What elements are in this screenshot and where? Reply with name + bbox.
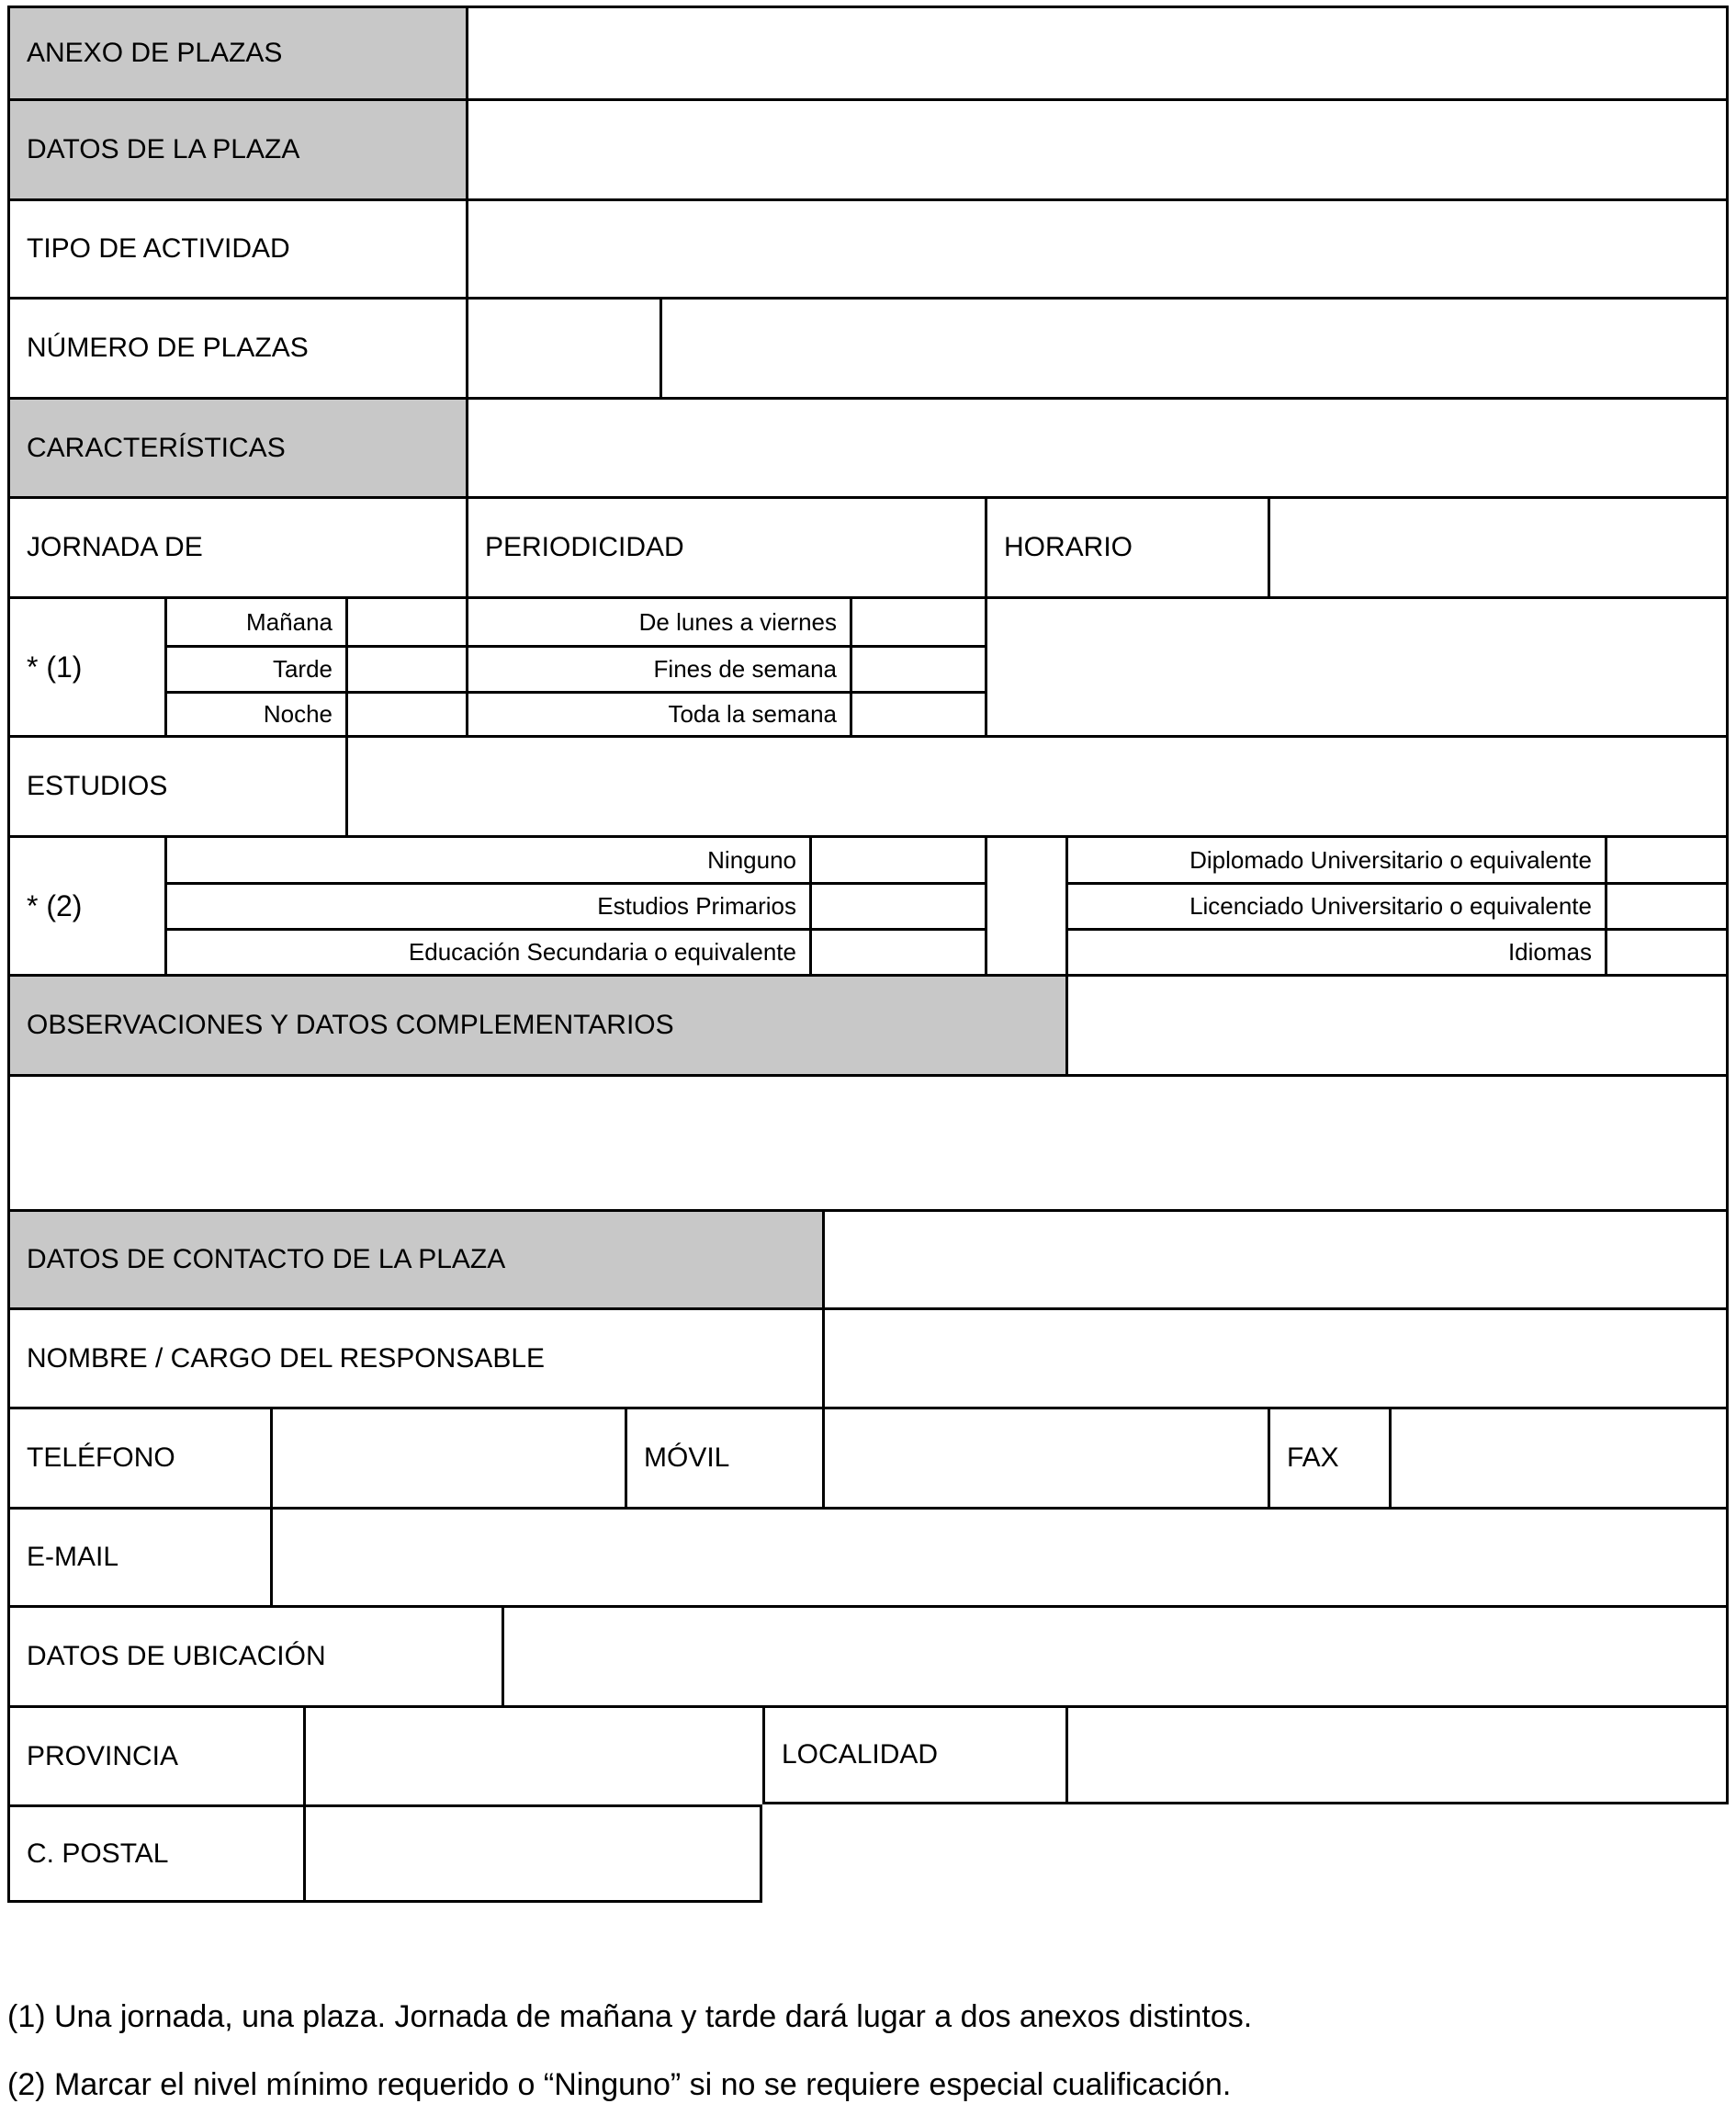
section-header-observaciones: OBSERVACIONES Y DATOS COMPLEMENTARIOS (7, 974, 1065, 1074)
checkbox-periodicidad-toda-semana[interactable] (850, 691, 985, 735)
label-estudios-licenciado: Licenciado Universitario o equivalente (1065, 882, 1605, 928)
label-periodicidad-toda-semana: Toda la semana (466, 691, 850, 735)
label-estudios-secundaria: Educación Secundaria o equivalente (164, 928, 809, 974)
checkbox-estudios-diplomado[interactable] (1605, 835, 1729, 882)
input-fax[interactable] (1389, 1407, 1729, 1507)
label-numero-plazas: NÚMERO DE PLAZAS (7, 297, 466, 397)
label-periodicidad-fines-semana: Fines de semana (466, 645, 850, 691)
anexo-input[interactable] (466, 6, 1729, 98)
input-localidad[interactable] (1065, 1705, 1729, 1804)
label-fax: FAX (1268, 1407, 1389, 1507)
label-provincia: PROVINCIA (7, 1705, 303, 1804)
label-estudios-primarios: Estudios Primarios (164, 882, 809, 928)
input-email[interactable] (270, 1507, 1729, 1605)
label-periodicidad-lunes-viernes: De lunes a viernes (466, 596, 850, 645)
input-movil[interactable] (822, 1407, 1268, 1507)
input-telefono[interactable] (270, 1407, 625, 1507)
caracteristicas-header-filler (466, 397, 1729, 496)
datos-plaza-header-filler (466, 98, 1729, 198)
contacto-header-filler (822, 1209, 1729, 1307)
section-header-contacto: DATOS DE CONTACTO DE LA PLAZA (7, 1209, 822, 1307)
checkbox-estudios-licenciado[interactable] (1605, 882, 1729, 928)
checkbox-jornada-manana[interactable] (345, 596, 466, 645)
note1-ref: * (1) (7, 596, 164, 735)
label-localidad: LOCALIDAD (762, 1705, 1065, 1804)
note2-ref: * (2) (7, 835, 164, 974)
input-nombre-responsable[interactable] (822, 1307, 1729, 1407)
input-numero-plazas[interactable] (466, 297, 659, 397)
checkbox-estudios-idiomas[interactable] (1605, 928, 1729, 974)
label-estudios-ninguno: Ninguno (164, 835, 809, 882)
observaciones-header-filler (1065, 974, 1729, 1074)
input-horario-header[interactable] (1268, 496, 1729, 596)
section-header-datos-plaza: DATOS DE LA PLAZA (7, 98, 466, 198)
label-estudios-diplomado: Diplomado Universitario o equivalente (1065, 835, 1605, 882)
input-provincia[interactable] (303, 1705, 762, 1804)
section-header-caracteristicas: CARACTERÍSTICAS (7, 397, 466, 496)
input-tipo-actividad[interactable] (466, 198, 1729, 297)
checkbox-estudios-ninguno[interactable] (809, 835, 985, 882)
checkbox-jornada-noche[interactable] (345, 691, 466, 735)
label-estudios-idiomas: Idiomas (1065, 928, 1605, 974)
estudios-header-filler (345, 735, 1729, 835)
label-tipo-actividad: TIPO DE ACTIVIDAD (7, 198, 466, 297)
checkbox-periodicidad-fines-semana[interactable] (850, 645, 985, 691)
label-jornada: JORNADA DE (7, 496, 466, 596)
label-telefono: TELÉFONO (7, 1407, 270, 1507)
label-jornada-noche: Noche (164, 691, 345, 735)
checkbox-estudios-primarios[interactable] (809, 882, 985, 928)
label-periodicidad: PERIODICIDAD (466, 496, 985, 596)
checkbox-jornada-tarde[interactable] (345, 645, 466, 691)
input-cpostal[interactable] (303, 1804, 762, 1903)
label-cpostal: C. POSTAL (7, 1804, 303, 1903)
input-horario[interactable] (985, 596, 1729, 735)
label-jornada-tarde: Tarde (164, 645, 345, 691)
ubicacion-header-filler (502, 1605, 1729, 1705)
label-jornada-manana: Mañana (164, 596, 345, 645)
checkbox-periodicidad-lunes-viernes[interactable] (850, 596, 985, 645)
label-nombre-responsable: NOMBRE / CARGO DEL RESPONSABLE (7, 1307, 822, 1407)
footnote-2: (2) Marcar el nivel mínimo requerido o “Ninguno” si no se requiere especial cualificación. (7, 2067, 1232, 2102)
label-estudios: ESTUDIOS (7, 735, 345, 835)
input-observaciones[interactable] (7, 1074, 1729, 1209)
section-header-ubicacion: DATOS DE UBICACIÓN (7, 1605, 502, 1705)
form-title: ANEXO DE PLAZAS (7, 6, 466, 98)
footnote-1: (1) Una jornada, una plaza. Jornada de mañana y tarde dará lugar a dos anexos distintos. (7, 1999, 1253, 2034)
label-horario: HORARIO (985, 496, 1268, 596)
estudios-spacer-cell (985, 835, 1065, 974)
checkbox-estudios-secundaria[interactable] (809, 928, 985, 974)
numero-plazas-filler (659, 297, 1729, 397)
label-movil: MÓVIL (625, 1407, 822, 1507)
label-email: E-MAIL (7, 1507, 270, 1605)
